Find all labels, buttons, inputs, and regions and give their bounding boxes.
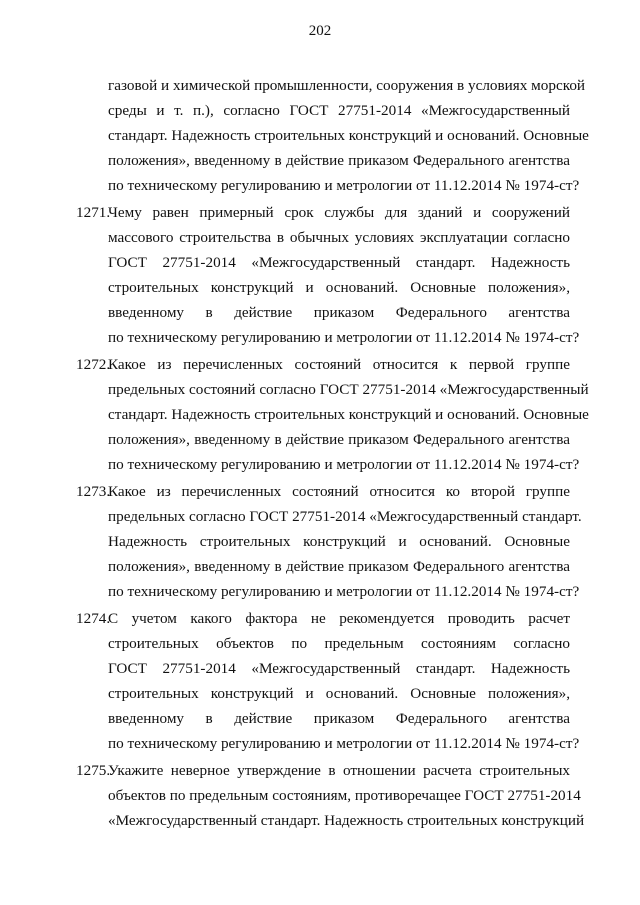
text-line: ГОСТ 27751-2014 «Межгосударственный стандарт. Надежность [108,254,570,271]
text-line: массового строительства в обычных условиях эксплуатации согласно [108,229,570,246]
text-line: стандарт. Надежность строительных конструкций и оснований. Основные [108,406,589,423]
text-line: С учетом какого фактора не рекомендуется проводить расчет [108,610,570,627]
text-line: Какое из перечисленных состояний относится к первой группе [108,356,570,373]
text-line: «Межгосударственный стандарт. Надежность строительных конструкций [108,812,585,829]
text-line: строительных объектов по предельным состояниям согласно [108,635,570,652]
text-line: объектов по предельным состояниям, противоречащее ГОСТ 27751-2014 [108,787,581,804]
question-number: 1274. [76,610,111,627]
text-line: положения», введенному в действие приказом Федерального агентства [108,558,570,575]
text-line: положения», введенному в действие приказом Федерального агентства [108,152,570,169]
question-number: 1272. [76,356,111,373]
text-line: по техническому регулированию и метрологии от 11.12.2014 № 1974-ст? [108,456,580,473]
text-line: Какое из перечисленных состояний относится ко второй группе [108,483,570,500]
text-line: по техническому регулированию и метрологии от 11.12.2014 № 1974-ст? [108,177,580,194]
question-number: 1273. [76,483,111,500]
text-line: строительных конструкций и оснований. Основные положения», [108,279,570,296]
question-number: 1275. [76,762,111,779]
text-line: газовой и химической промышленности, сооружения в условиях морской [108,77,586,94]
text-line: по техническому регулированию и метрологии от 11.12.2014 № 1974-ст? [108,735,580,752]
text-line: введенному в действие приказом Федерального агентства [108,304,570,321]
text-line: введенному в действие приказом Федерального агентства [108,710,570,727]
text-line: среды и т. п.), согласно ГОСТ 27751-2014 «Межгосударственный [108,102,570,119]
text-line: Укажите неверное утверждение в отношении расчета строительных [108,762,570,779]
text-line: Чему равен примерный срок службы для зданий и сооружений [108,204,570,221]
text-line: положения», введенному в действие приказом Федерального агентства [108,431,570,448]
text-line: Надежность строительных конструкций и оснований. Основные [108,533,570,550]
question-number: 1271. [76,204,111,221]
text-line: по техническому регулированию и метрологии от 11.12.2014 № 1974-ст? [108,329,580,346]
text-line: строительных конструкций и оснований. Основные положения», [108,685,570,702]
text-line: предельных согласно ГОСТ 27751-2014 «Межгосударственный стандарт. [108,508,582,525]
page-number: 202 [308,23,332,39]
text-line: по техническому регулированию и метрологии от 11.12.2014 № 1974-ст? [108,583,580,600]
text-line: предельных состояний согласно ГОСТ 27751-2014 «Межгосударственный [108,381,589,398]
text-line: ГОСТ 27751-2014 «Межгосударственный стандарт. Надежность [108,660,570,677]
text-line: стандарт. Надежность строительных конструкций и оснований. Основные [108,127,589,144]
